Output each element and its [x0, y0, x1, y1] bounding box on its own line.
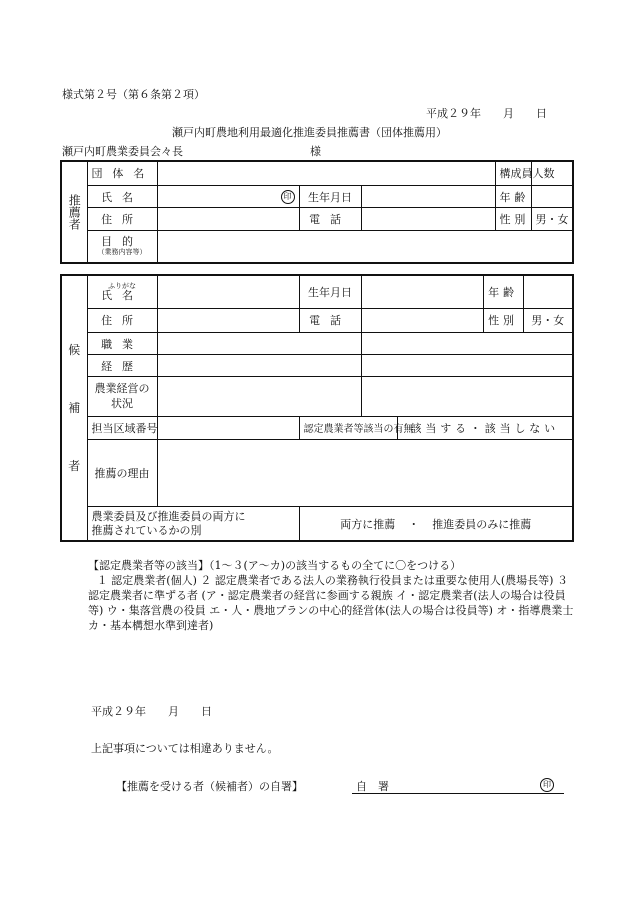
recommender-gender-label: 性別 [495, 208, 531, 230]
recommender-phone-field[interactable] [361, 208, 495, 230]
signature-seal-glyph: 印 [540, 778, 554, 792]
farm-status-label-2: 状況 [111, 397, 133, 411]
confirmation-text: 上記事項については相違ありません。 [91, 742, 279, 755]
purpose-label: 目的 [101, 235, 143, 249]
farm-status-label-1: 農業経営の [94, 382, 150, 396]
both-label-1: 農業委員及び推進委員の両方に [91, 509, 246, 523]
career-field-b[interactable] [361, 355, 573, 377]
candidate-phone-label: 電話 [299, 308, 361, 332]
notes-body: １ 認定農業者(個人) ２ 認定農業者である法人の業務執行役員または重要な使用人(農場長等) ３ 認定農業者に準ずる者 (ア・認定農業者の経営に参画する親族 イ・認定農業者(法人の場合は役員等) ウ・集落営農の役員 エ・人・農地プランの中心的経営体(法人の場合は役員等) オ・指導農業士 カ・基本構想水準到達者) [88, 574, 574, 632]
career-field-a[interactable] [157, 355, 361, 377]
recommender-age-label: 年齢 [495, 185, 531, 207]
recommender-gender-options[interactable]: 男・女 [531, 208, 573, 230]
candidate-gender-options[interactable]: 男・女 [523, 308, 573, 332]
recommender-name-field[interactable] [157, 185, 299, 207]
recommender-birthdate-field[interactable] [361, 185, 495, 207]
furigana-label: ふりがな [108, 281, 136, 290]
candidate-birthdate-field[interactable] [361, 275, 483, 308]
both-option-2[interactable]: 推進委員のみに推薦 [432, 517, 532, 531]
area-number-label: 担当区域番号 [87, 416, 157, 439]
recommender-phone-label: 電話 [299, 208, 361, 230]
both-options-cell [299, 507, 573, 541]
seal-icon: 印 [281, 190, 295, 204]
recommender-age-field[interactable] [531, 185, 573, 207]
career-label: 経歴 [87, 355, 157, 377]
purpose-label-cell [87, 230, 157, 263]
recommender-name-label: 氏名 [87, 185, 157, 207]
both-label-cell [87, 507, 299, 541]
purpose-field[interactable] [157, 230, 573, 263]
candidate-side-label [61, 275, 87, 541]
form-number: 様式第２号（第６条第２項） [62, 88, 205, 101]
both-separator: ・ [408, 517, 420, 531]
candidate-address-field[interactable] [157, 308, 299, 332]
signature-field-label: 自 署 [356, 780, 389, 793]
notes-heading: 【認定農業者等の該当】（1～３(ア～カ)の該当するもの全てに〇をつける） [88, 559, 462, 572]
farm-status-label-cell [87, 377, 157, 416]
candidate-phone-field[interactable] [361, 308, 483, 332]
recommender-address-label: 住所 [87, 208, 157, 230]
area-number-field[interactable] [157, 416, 299, 439]
signature-line[interactable] [352, 793, 564, 794]
candidate-address-label: 住所 [87, 308, 157, 332]
candidate-name-field[interactable] [157, 275, 299, 308]
notes-section [88, 558, 578, 633]
both-label-2: 推薦されているかの別 [91, 523, 202, 537]
addressee-honorific: 様 [310, 145, 321, 158]
candidate-side-char-2: 補 [68, 401, 81, 415]
group-name-label: 団体名 [87, 161, 157, 185]
recommender-table [60, 160, 574, 264]
signature-seal-icon [540, 777, 554, 792]
candidate-table [60, 274, 574, 542]
candidate-birthdate-label: 生年月日 [299, 275, 361, 308]
member-count-label: 構成員人数 [495, 161, 531, 185]
candidate-age-label: 年齢 [483, 275, 523, 308]
signature-label: 【推薦を受ける者（候補者）の自署】 [116, 780, 303, 793]
group-name-field[interactable] [157, 161, 495, 185]
reason-label: 推薦の理由 [87, 439, 157, 507]
recommender-address-field[interactable] [157, 208, 299, 230]
certified-options[interactable]: 該当する・該当しない [397, 416, 573, 439]
date-header: 平成２９年 月 日 [426, 107, 547, 120]
candidate-side-char-3: 者 [68, 459, 81, 473]
farm-status-field-a[interactable] [157, 377, 361, 416]
candidate-name-label-cell [87, 275, 157, 308]
certified-label: 認定農業者等該当の有無 [299, 416, 397, 439]
candidate-name-label: 氏名 [101, 288, 143, 302]
both-option-1[interactable]: 両方に推薦 [340, 517, 396, 531]
occupation-field-a[interactable] [157, 332, 361, 354]
reason-field[interactable] [157, 439, 573, 507]
purpose-sub-label: （業務内容等） [97, 248, 147, 257]
farm-status-field-b[interactable] [361, 377, 573, 416]
candidate-age-field[interactable] [523, 275, 573, 308]
recommender-birthdate-label: 生年月日 [299, 185, 361, 207]
addressee: 瀬戸内町農業委員会々長 [62, 145, 183, 158]
recommender-side-label: 推薦者 [61, 161, 87, 263]
page-title: 瀬戸内町農地利用最適化推進委員推薦書（団体推薦用） [172, 126, 447, 139]
bottom-date: 平成２９年 月 日 [91, 705, 212, 718]
candidate-gender-label: 性別 [483, 308, 523, 332]
occupation-field-b[interactable] [361, 332, 573, 354]
candidate-side-char-1: 候 [68, 343, 81, 357]
occupation-label: 職業 [87, 332, 157, 354]
